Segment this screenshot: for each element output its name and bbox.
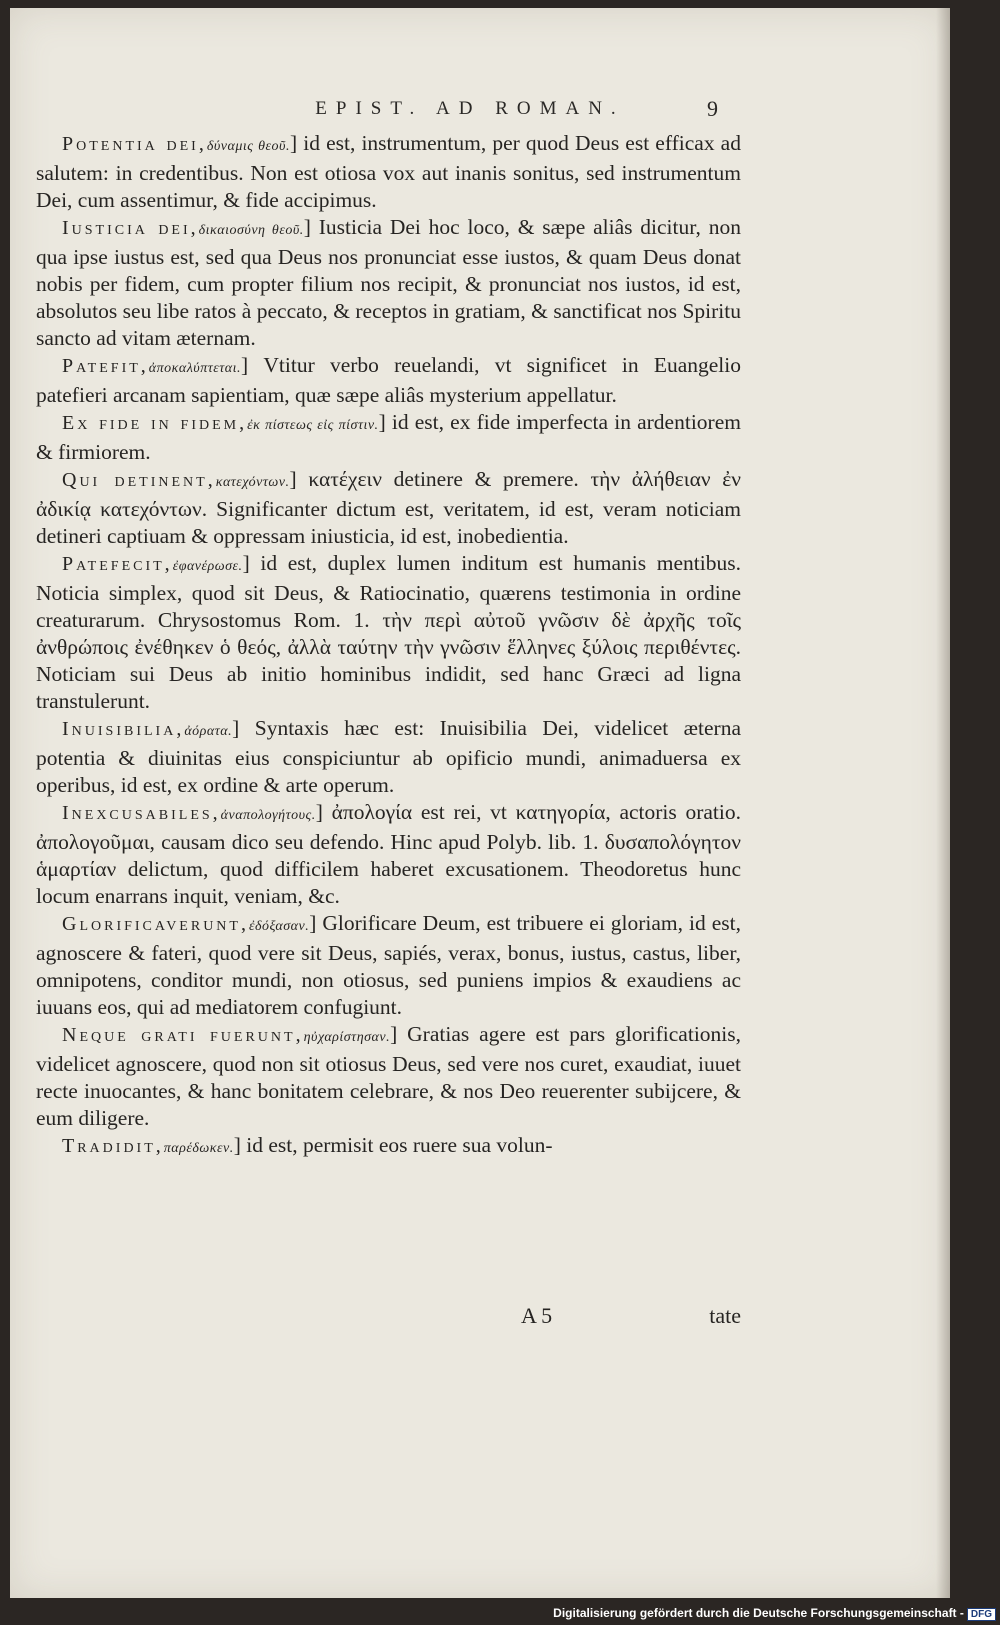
greek-gloss: δύναμις θεοῦ.: [206, 139, 290, 154]
greek-gloss: ἐδόξασαν.: [248, 919, 310, 934]
lemma: Inexcusabiles,: [62, 802, 221, 824]
entry-qui-detinent: [36, 466, 741, 550]
lemma: Patefecit,: [62, 553, 173, 575]
entry-text: ] Glorificare Deum, est tribuere ei gloriam, id est, agnoscere & fateri, quod vere sit Deus, sapiés, verax, bonus, iustus, castus, liber, omnipotens, conditor mundi, non otiosus, sed puniens impios & exaudiens ac iuuans eos, qui ad mediatorem confugiunt.: [36, 911, 741, 1019]
entry-text: ] Vtitur verbo reuelandi, vt significet in Euangelio patefieri arcanam sapientiam, quæ sæpe aliâs mysterium appellatur.: [36, 353, 741, 407]
running-title: EPIST. AD ROMAN.: [315, 98, 625, 119]
greek-gloss: κατεχόντων.: [215, 475, 290, 490]
entry-text: ] Gratias agere est pars glorificationis, videlicet agnoscere, quod non sit otiosus Deus, sed vere nos curet, exaudiat, iuuet recte inuocantes, & hanc bonitatem celebrare, & nos Deo reuerenter subijcere, & eum diligere.: [36, 1022, 742, 1130]
entry-patefit: [36, 352, 741, 409]
entry-potentia-dei: [36, 130, 741, 214]
credit-text: Digitalisierung gefördert durch die Deutsche Forschungsgemeinschaft -: [553, 1606, 964, 1620]
greek-gloss: ἀποκαλύπτεται.: [148, 361, 242, 376]
entry-text: ] Iusticia Dei hoc loco, & sæpe aliâs dicitur, non qua ipse iustus est, sed qua Deus nos pronunciat esse iustos, & quam Deus donat nobis per fidem, cum propter filium nos recipit, & pronunciat nos iustos, id est, absolutos seu libe ratos à peccato, & receptos in gratiam, & sanctificat nos Spiritu sancto ad vitam æternam.: [36, 215, 741, 350]
greek-gloss: δικαιοσύνη θεοῦ.: [198, 223, 304, 238]
lemma: Iusticia dei,: [62, 217, 199, 239]
catchword: tate: [709, 1303, 741, 1328]
digitization-credit: [553, 1606, 996, 1621]
entry-tradidit: [36, 1132, 741, 1162]
entry-inexcusabiles: [36, 799, 741, 910]
book-page: [10, 8, 950, 1598]
lemma: Neque grati fuerunt,: [62, 1024, 304, 1046]
lemma: Qui detinent,: [62, 469, 216, 491]
entry-text: ] Syntaxis hæc est: Inuisibilia Dei, videlicet æterna potentia & diuinitas eius conspiciuntur ab opificio mundi, animaduersa ex operibus, id est, ex ordine & arte operum.: [36, 716, 741, 797]
entry-neque-grati: [36, 1021, 741, 1132]
lemma: Potentia dei,: [62, 133, 207, 155]
entry-text: ] id est, permisit eos ruere sua volun-: [233, 1133, 553, 1157]
entry-text: ] ἀπολογία est rei, vt κατηγορία, actoris oratio. ἀπολογοῦμαι, causam dico seu defendo. Hinc apud Polyb. lib. 1. δυσαπολόγητον ἁμαρτίαν delictum, quod difficilem haberet excusationem. Theodoretus hunc locum enarrans inquit, veniam, &c.: [36, 800, 741, 908]
entry-patefecit: [36, 550, 741, 715]
greek-gloss: ἐφανέρωσε.: [172, 559, 243, 574]
entry-inuisibilia: [36, 715, 741, 799]
entry-text: ] κατέχειν detinere & premere. τὴν ἀλήθειαν ἐν ἀδικίᾳ κατεχόντων. Significanter dictum est, veritatem, id est, veram noticiam detineri captiuam & oppressam iniusticia, id est, inobedientia.: [36, 467, 741, 548]
lemma: Tradidit,: [62, 1135, 164, 1157]
greek-gloss: ἀναπολογήτους.: [220, 808, 316, 823]
folio-number: 9: [707, 96, 718, 121]
entry-glorificaverunt: [36, 910, 741, 1021]
commentary-text: [36, 130, 741, 1162]
lemma: Glorificaverunt,: [62, 913, 249, 935]
page-edge-shadow: [936, 8, 950, 1598]
signature-mark: A 5: [521, 1303, 553, 1328]
entry-iusticia-dei: [36, 214, 741, 352]
entry-text: ] id est, duplex lumen inditum est humanis mentibus. Noticia simplex, quod sit Deus, & Ratiocinatio, quærens testimonia in ordine creaturarum. Chrysostomus Rom. 1. τὴν περὶ αὐτοῦ γνῶσιν δὲ ἀρχῆς τοῖς ἀνθρώποις ἐνέθηκεν ὁ θεός, ἀλλὰ ταύτην τὴν γνῶσιν ἕλληνες ξύλοις περιθέντες. Noticiam sui Deus ab initio hominibus indidit, sed hanc Græci ad ligna transtulerunt.: [36, 551, 741, 713]
greek-gloss: παρέδωκεν.: [163, 1141, 234, 1156]
entry-ex-fide: [36, 409, 741, 466]
lemma: Patefit,: [62, 355, 149, 377]
page-footer: [36, 1303, 741, 1333]
greek-gloss: ἐκ πίστεως εἰς πίστιν.: [247, 418, 379, 433]
lemma: Inuisibilia,: [62, 718, 185, 740]
entry-text: ] id est, instrumentum, per quod Deus est efficax ad salutem: in credentibus. Non est otiosa vox aut inanis sonitus, sed instrumentum Dei, cum assentimur, & fide accipimus.: [36, 131, 741, 212]
greek-gloss: ηὐχαρίστησαν.: [303, 1030, 391, 1045]
lemma: Ex fide in fidem,: [62, 412, 248, 434]
dfg-logo: DFG: [967, 1608, 996, 1621]
greek-gloss: ἀόρατα.: [184, 724, 233, 739]
entry-text: ] id est, ex fide imperfecta in ardentiorem & firmiorem.: [36, 410, 741, 464]
